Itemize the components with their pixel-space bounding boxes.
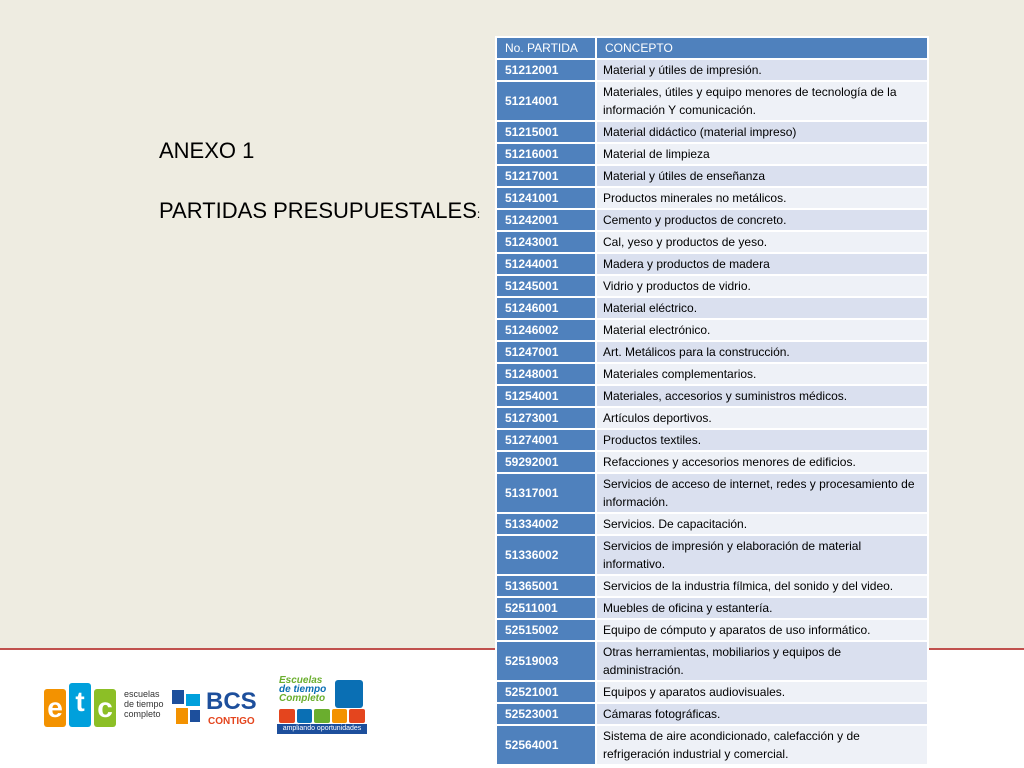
partida-concept: Muebles de oficina y estantería. — [596, 597, 928, 619]
chart-icon — [332, 709, 348, 723]
etcomp-title: Escuelas de tiempo Completo — [279, 675, 327, 704]
partida-concept: Material y útiles de impresión. — [596, 59, 928, 81]
header-concepto: CONCEPTO — [596, 37, 928, 59]
partida-code: 52564001 — [496, 725, 596, 765]
partida-code: 52523001 — [496, 703, 596, 725]
annex-heading: ANEXO 1 — [159, 138, 255, 163]
table-row — [496, 619, 928, 641]
etc-letter-e: e — [44, 689, 66, 727]
at-sign-icon — [314, 709, 330, 723]
apple-icon — [279, 709, 295, 723]
partida-concept: Material de limpieza — [596, 143, 928, 165]
partida-code: 51248001 — [496, 363, 596, 385]
table-row — [496, 253, 928, 275]
partida-concept: Cal, yeso y productos de yeso. — [596, 231, 928, 253]
partida-code: 59292001 — [496, 451, 596, 473]
etc-letter-c: c — [94, 689, 116, 727]
partida-concept: Material eléctrico. — [596, 297, 928, 319]
table-row — [496, 59, 928, 81]
partida-code: 51273001 — [496, 407, 596, 429]
partida-code: 52521001 — [496, 681, 596, 703]
table-row — [496, 597, 928, 619]
partida-code: 51215001 — [496, 121, 596, 143]
partida-code: 51246001 — [496, 297, 596, 319]
partida-concept: Servicios de acceso de internet, redes y procesamiento de información. — [596, 473, 928, 513]
table-row — [496, 385, 928, 407]
partida-concept: Material didáctico (material impreso) — [596, 121, 928, 143]
partida-concept: Materiales complementarios. — [596, 363, 928, 385]
partida-concept: Servicios de impresión y elaboración de material informativo. — [596, 535, 928, 575]
bcs-subtitle: CONTIGO — [208, 716, 255, 727]
partida-code: 51242001 — [496, 209, 596, 231]
etcomp-tagline: ampliando oportunidades — [277, 724, 367, 734]
partida-concept: Equipo de cómputo y aparatos de uso informático. — [596, 619, 928, 641]
table-row — [496, 429, 928, 451]
partida-code: 51217001 — [496, 165, 596, 187]
partida-code: 51334002 — [496, 513, 596, 535]
partida-code: 51212001 — [496, 59, 596, 81]
table-row — [496, 451, 928, 473]
partida-code: 51254001 — [496, 385, 596, 407]
partida-concept: Otras herramientas, mobiliarios y equipos de administración. — [596, 641, 928, 681]
state-map-icon — [335, 680, 363, 708]
table-row — [496, 81, 928, 121]
partida-code: 51365001 — [496, 575, 596, 597]
partida-concept: Vidrio y productos de vidrio. — [596, 275, 928, 297]
computer-icon — [297, 709, 313, 723]
partida-concept: Material electrónico. — [596, 319, 928, 341]
etc-logo-text: escuelas de tiempo completo — [124, 689, 164, 719]
partida-code: 51245001 — [496, 275, 596, 297]
table-row — [496, 473, 928, 513]
partida-concept: Productos minerales no metálicos. — [596, 187, 928, 209]
table-row — [496, 165, 928, 187]
heading-colon: : — [476, 207, 481, 221]
bcs-contigo-logo — [170, 688, 265, 730]
partida-concept: Art. Metálicos para la construcción. — [596, 341, 928, 363]
escuelas-tiempo-completo-logo — [277, 676, 367, 734]
partida-concept: Materiales, accesorios y suministros médicos. — [596, 385, 928, 407]
partida-concept: Madera y productos de madera — [596, 253, 928, 275]
partida-code: 51317001 — [496, 473, 596, 513]
slide-title — [159, 136, 480, 229]
partida-code: 51243001 — [496, 231, 596, 253]
partida-code: 52515002 — [496, 619, 596, 641]
partida-concept: Equipos y aparatos audiovisuales. — [596, 681, 928, 703]
partida-code: 51214001 — [496, 81, 596, 121]
partida-concept: Sistema de aire acondicionado, calefacción y de refrigeración industrial y comercial. — [596, 725, 928, 765]
partida-code: 51216001 — [496, 143, 596, 165]
table-row — [496, 275, 928, 297]
partida-concept: Cemento y productos de concreto. — [596, 209, 928, 231]
table-row — [496, 513, 928, 535]
budget-items-heading — [159, 196, 480, 229]
table-row — [496, 143, 928, 165]
etc-logo — [44, 683, 169, 733]
partida-code: 51246002 — [496, 319, 596, 341]
globe-icon — [349, 709, 365, 723]
table-row — [496, 363, 928, 385]
partida-concept: Artículos deportivos. — [596, 407, 928, 429]
partida-code: 51241001 — [496, 187, 596, 209]
header-partida: No. PARTIDA — [496, 37, 596, 59]
etc-letter-t: t — [69, 683, 91, 727]
partida-concept: Cámaras fotográficas. — [596, 703, 928, 725]
partida-code: 51244001 — [496, 253, 596, 275]
table-row — [496, 209, 928, 231]
partida-concept: Refacciones y accesorios menores de edificios. — [596, 451, 928, 473]
partida-code: 51274001 — [496, 429, 596, 451]
budget-items-heading-text: PARTIDAS PRESUPUESTALES — [159, 198, 477, 223]
partida-code: 51247001 — [496, 341, 596, 363]
partida-concept: Servicios de la industria fílmica, del sonido y del video. — [596, 575, 928, 597]
partida-concept: Materiales, útiles y equipo menores de tecnología de la información Y comunicación. — [596, 81, 928, 121]
table-row — [496, 341, 928, 363]
partida-concept: Servicios. De capacitación. — [596, 513, 928, 535]
partida-code: 52519003 — [496, 641, 596, 681]
partida-concept: Productos textiles. — [596, 429, 928, 451]
table-row — [496, 297, 928, 319]
table-row — [496, 231, 928, 253]
table-row — [496, 319, 928, 341]
table-row — [496, 187, 928, 209]
partida-code: 52511001 — [496, 597, 596, 619]
table-row — [496, 407, 928, 429]
bcs-wordmark: BCS — [206, 688, 257, 715]
table-row — [496, 575, 928, 597]
table-row — [496, 121, 928, 143]
activity-icons — [279, 709, 365, 723]
partida-code: 51336002 — [496, 535, 596, 575]
bcs-emblem-icon — [170, 688, 204, 728]
table-row — [496, 535, 928, 575]
table-header-row — [496, 37, 928, 59]
partida-concept: Material y útiles de enseñanza — [596, 165, 928, 187]
